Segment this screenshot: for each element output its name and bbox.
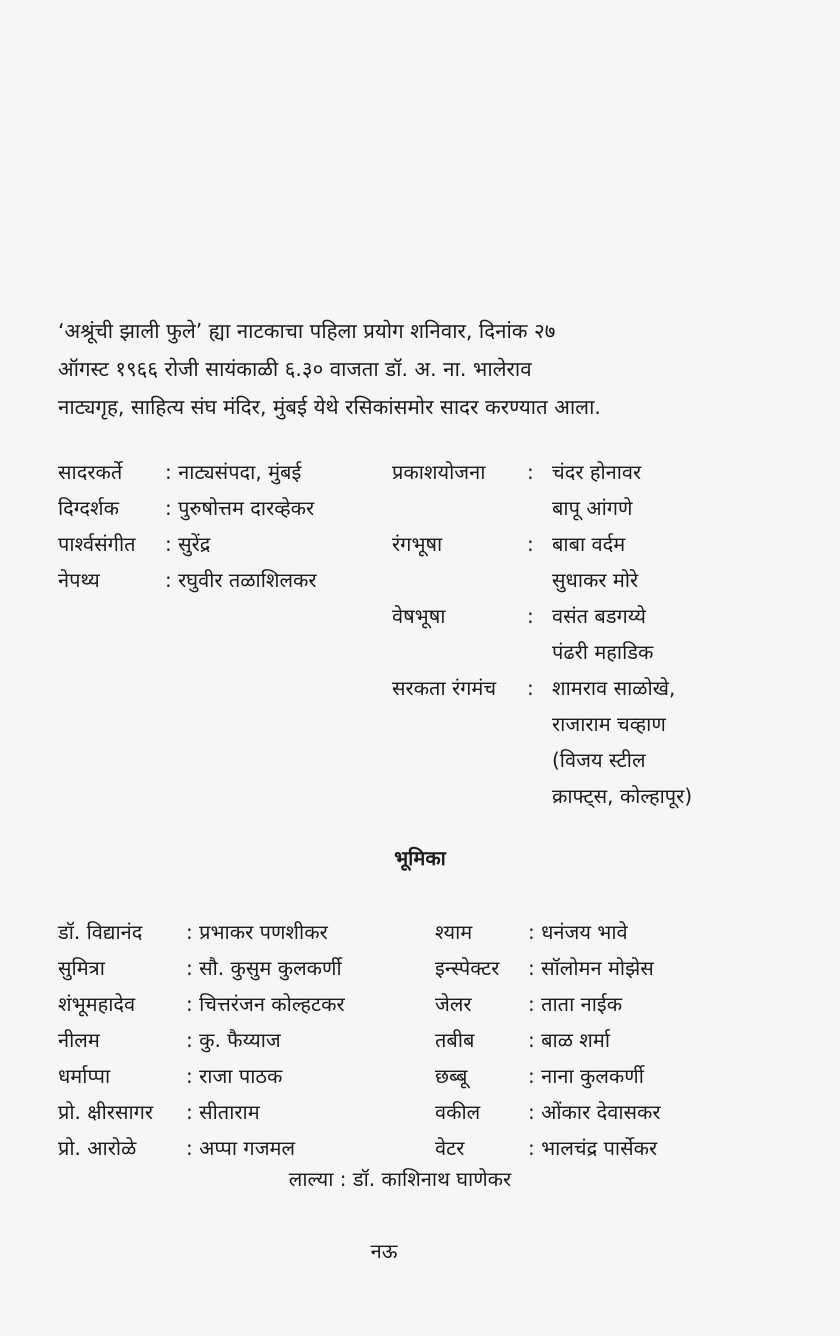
cast-role: जेलर: [435, 992, 472, 1016]
credit-role: सादरकर्ते: [58, 460, 123, 484]
credit-colon: :: [527, 676, 534, 700]
credit-name: बाबा वर्दम: [552, 532, 626, 556]
cast-actor: : अप्पा गजमल: [186, 1136, 296, 1160]
paragraph-line: नाट्यगृह, साहित्य संघ मंदिर, मुंबई येथे रसिकांसमोर सादर करण्यात आला.: [58, 395, 601, 419]
credit-role: पार्श्वसंगीत: [58, 532, 136, 556]
cast-role: प्रो. क्षीरसागर: [58, 1100, 154, 1124]
cast-actor: : ताता नाईक: [528, 992, 623, 1016]
cast-role: शंभूमहादेव: [58, 992, 136, 1016]
cast-role: सुमित्रा: [58, 956, 105, 980]
credit-name: वसंत बडगय्ये: [552, 604, 646, 628]
credit-name: : सुरेंद्र: [165, 532, 211, 556]
cast-actor: : सॉलोमन मोझेस: [528, 956, 654, 980]
credit-name: : पुरुषोत्तम दारव्हेकर: [165, 496, 315, 520]
cast-actor: : सौ. कुसुम कुलकर्णी: [186, 956, 342, 980]
cast-actor: : धनंजय भावे: [528, 920, 628, 944]
cast-heading: भूमिका: [394, 846, 446, 870]
credit-name: : नाट्यसंपदा, मुंबई: [165, 460, 302, 484]
credit-role: नेपथ्य: [58, 568, 100, 592]
cast-actor: : नाना कुलकर्णी: [528, 1064, 644, 1088]
cast-role: वेटर: [435, 1136, 465, 1160]
credit-role: दिग्दर्शक: [58, 496, 119, 520]
credit-name: : रघुवीर तळाशिलकर: [165, 568, 317, 592]
credit-role: प्रकाशयोजना: [392, 460, 486, 484]
credit-name: सुधाकर मोरे: [552, 568, 639, 592]
cast-actor: : राजा पाठक: [186, 1064, 283, 1088]
cast-actor: : कु. फैय्याज: [186, 1028, 281, 1052]
cast-role: तबीब: [435, 1028, 475, 1052]
credit-colon: :: [527, 604, 534, 628]
cast-actor: : बाळ शर्मा: [528, 1028, 610, 1052]
credit-colon: :: [527, 532, 534, 556]
credit-name: शामराव साळोखे,: [552, 676, 676, 700]
cast-actor: : भालचंद्र पार्सेकर: [528, 1136, 658, 1160]
credit-colon: :: [527, 460, 534, 484]
credit-name: चंदर होनावर: [552, 460, 642, 484]
cast-role: प्रो. आरोळे: [58, 1136, 137, 1160]
cast-role: नीलम: [58, 1028, 100, 1052]
cast-role: इन्स्पेक्टर: [435, 956, 500, 980]
cast-role: डॉ. विद्यानंद: [58, 920, 143, 944]
credit-role: वेषभूषा: [392, 604, 446, 628]
credit-name: क्राफ्ट्स, कोल्हापूर): [552, 784, 693, 808]
cast-actor: : चित्तरंजन कोल्हटकर: [186, 992, 345, 1016]
cast-role: छब्बू: [435, 1064, 468, 1088]
paragraph-line: ‘अश्रूंची झाली फुले’ ह्या नाटकाचा पहिला प्रयोग शनिवार, दिनांक २७: [58, 319, 556, 343]
paragraph-line: ऑगस्ट १९६६ रोजी सायंकाळी ६.३० वाजता डॉ. अ. ना. भालेराव: [58, 357, 532, 381]
page-number: नऊ: [370, 1239, 398, 1263]
credit-role: रंगभूषा: [392, 532, 443, 556]
premiere-paragraph: [58, 312, 740, 426]
cast-actor: : ओंकार देवासकर: [528, 1100, 661, 1124]
cast-role: वकील: [435, 1100, 481, 1124]
cast-actor: : प्रभाकर पणशीकर: [186, 920, 328, 944]
cast-actor: : सीताराम: [186, 1100, 260, 1124]
credit-name: (विजय स्टील: [552, 748, 646, 772]
credit-name: पंढरी महाडिक: [552, 640, 654, 664]
cast-role: धर्माप्पा: [58, 1064, 111, 1088]
credit-name: राजाराम चव्हाण: [552, 712, 666, 736]
credit-role: सरकता रंगमंच: [392, 676, 497, 700]
cast-role: श्याम: [435, 920, 473, 944]
credit-name: बापू आंगणे: [552, 496, 633, 520]
lead-role-line: लाल्या : डॉ. काशिनाथ घाणेकर: [288, 1167, 512, 1191]
